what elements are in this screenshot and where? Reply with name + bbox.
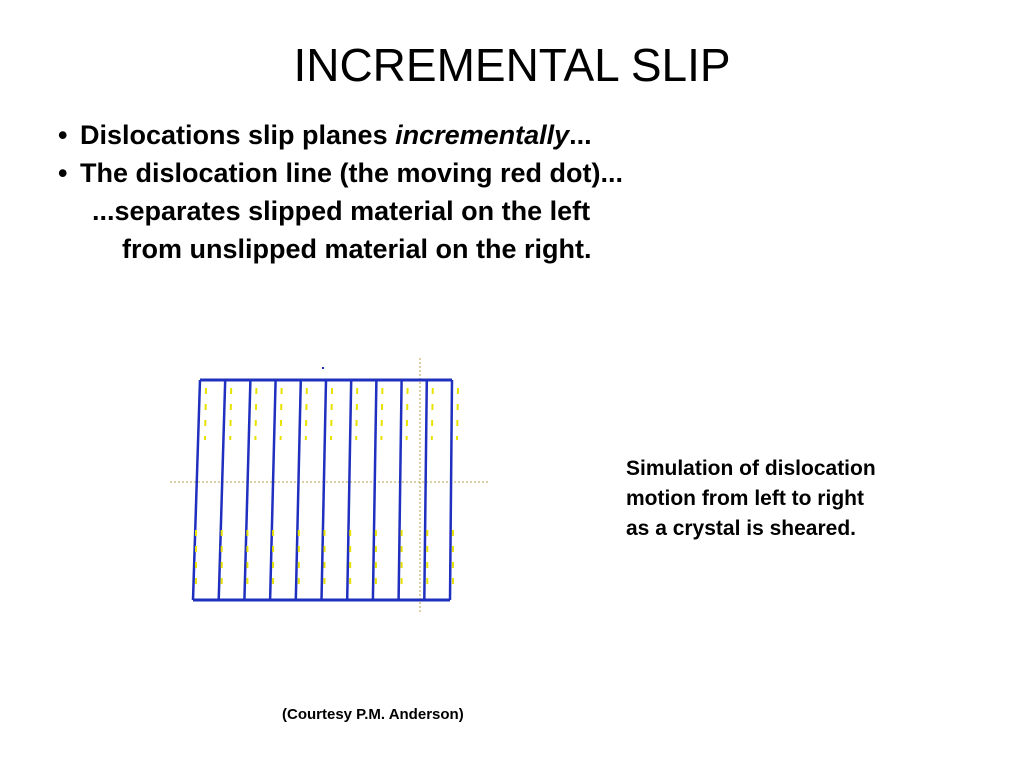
slip-segment — [457, 388, 458, 440]
figure-caption — [626, 454, 966, 544]
slip-segment — [230, 388, 231, 440]
bullet-text: The dislocation line (the moving red dot)... — [80, 158, 624, 188]
slip-segment — [205, 388, 206, 440]
slip-segment — [432, 388, 433, 440]
slide-title: INCREMENTAL SLIP — [293, 39, 731, 91]
caption-line: as a crystal is sheared. — [626, 517, 856, 540]
bullet-text: Dislocations slip planes — [80, 120, 396, 150]
slip-segment — [356, 388, 357, 440]
bullet-subline-2: from unslipped material on the right. — [122, 234, 592, 264]
bullet-text-tail: ... — [569, 120, 592, 150]
dislocation-marker — [322, 367, 324, 369]
caption-line: motion from left to right — [626, 487, 864, 510]
slip-segment — [306, 388, 307, 440]
dislocation-simulation-figure — [160, 350, 500, 620]
slip-segment — [381, 388, 382, 440]
lattice-column-line — [450, 380, 452, 600]
guide-lines — [170, 358, 488, 612]
bullet-item-1 — [58, 116, 958, 154]
caption-line: Simulation of dislocation — [626, 457, 876, 480]
slip-segment — [407, 388, 408, 440]
slip-segment — [281, 388, 282, 440]
slip-segment — [255, 388, 256, 440]
bullet-subline-1: ...separates slipped material on the left — [92, 196, 591, 226]
crystal-lattice — [193, 380, 452, 600]
slip-segments — [196, 388, 458, 594]
slip-segment — [331, 388, 332, 440]
bullet-dot: • — [58, 120, 68, 150]
bullet-list — [58, 116, 958, 268]
figure-credit: (Courtesy P.M. Anderson) — [282, 706, 464, 723]
bullet-emphasis: incrementally — [395, 120, 570, 150]
bullet-dot: • — [58, 158, 68, 188]
bullet-item-2 — [58, 154, 958, 192]
